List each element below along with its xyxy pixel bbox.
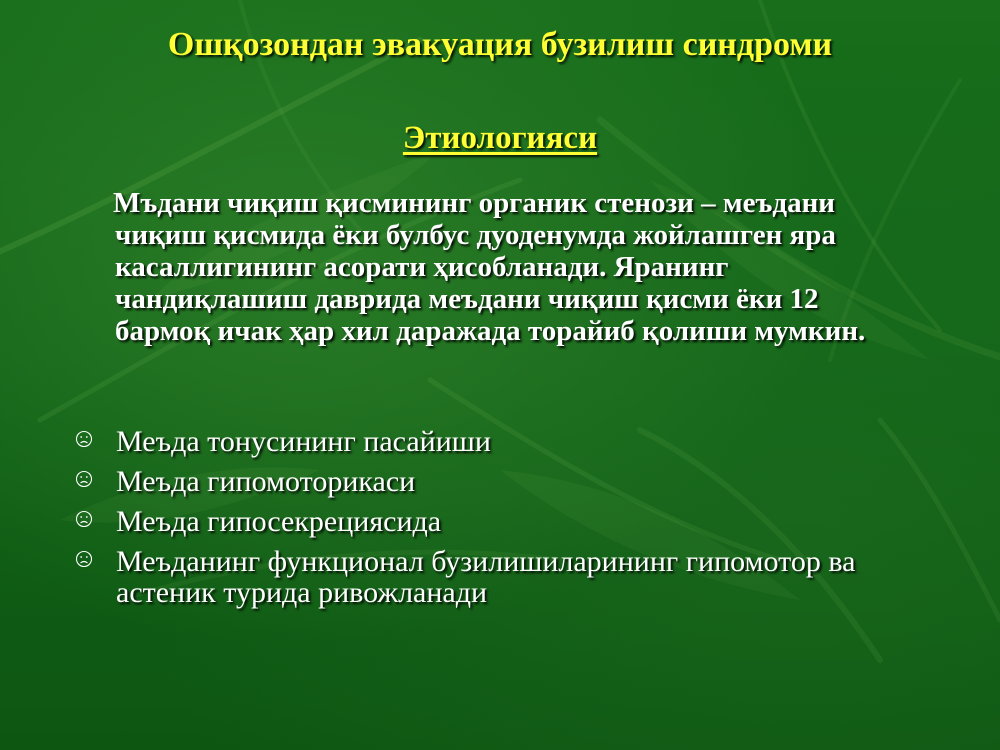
bullet-item [75, 426, 935, 457]
bullet-item [75, 546, 935, 608]
slide-subtitle: Этиологияси [402, 120, 598, 156]
bullet-list [75, 426, 935, 617]
sad-face-icon [75, 510, 93, 528]
bullet-text: Меъданинг функционал бузилишиларининг гипомотор ва астеник турида ривожланади [116, 545, 856, 609]
etiology-paragraph: Мъдани чиқиш қисмининг органик стенози – меъдани чиқиш қисмида ёки булбус дуоденумда жойлашген яра касаллигининг асорати ҳисобланади. Яранинг чандиқлашиш даврида меъдани чиқиш қисми ёки 12 бармоқ ичак ҳар хил даражада торайиб қолиши мумкин. [113, 187, 866, 347]
sad-face-icon [75, 430, 93, 448]
bullet-text: Меъда гипомоторикаси [116, 465, 416, 498]
bullet-item [75, 466, 935, 497]
sad-face-icon [75, 470, 93, 488]
sad-face-icon [75, 550, 93, 568]
bullet-text: Меъда гипосекрециясида [116, 505, 442, 538]
slide-title: Ошқозондан эвакуация бузилиш синдроми [167, 26, 833, 63]
bullet-item [75, 506, 935, 537]
bullet-text: Меъда тонусининг пасайиши [116, 425, 491, 458]
